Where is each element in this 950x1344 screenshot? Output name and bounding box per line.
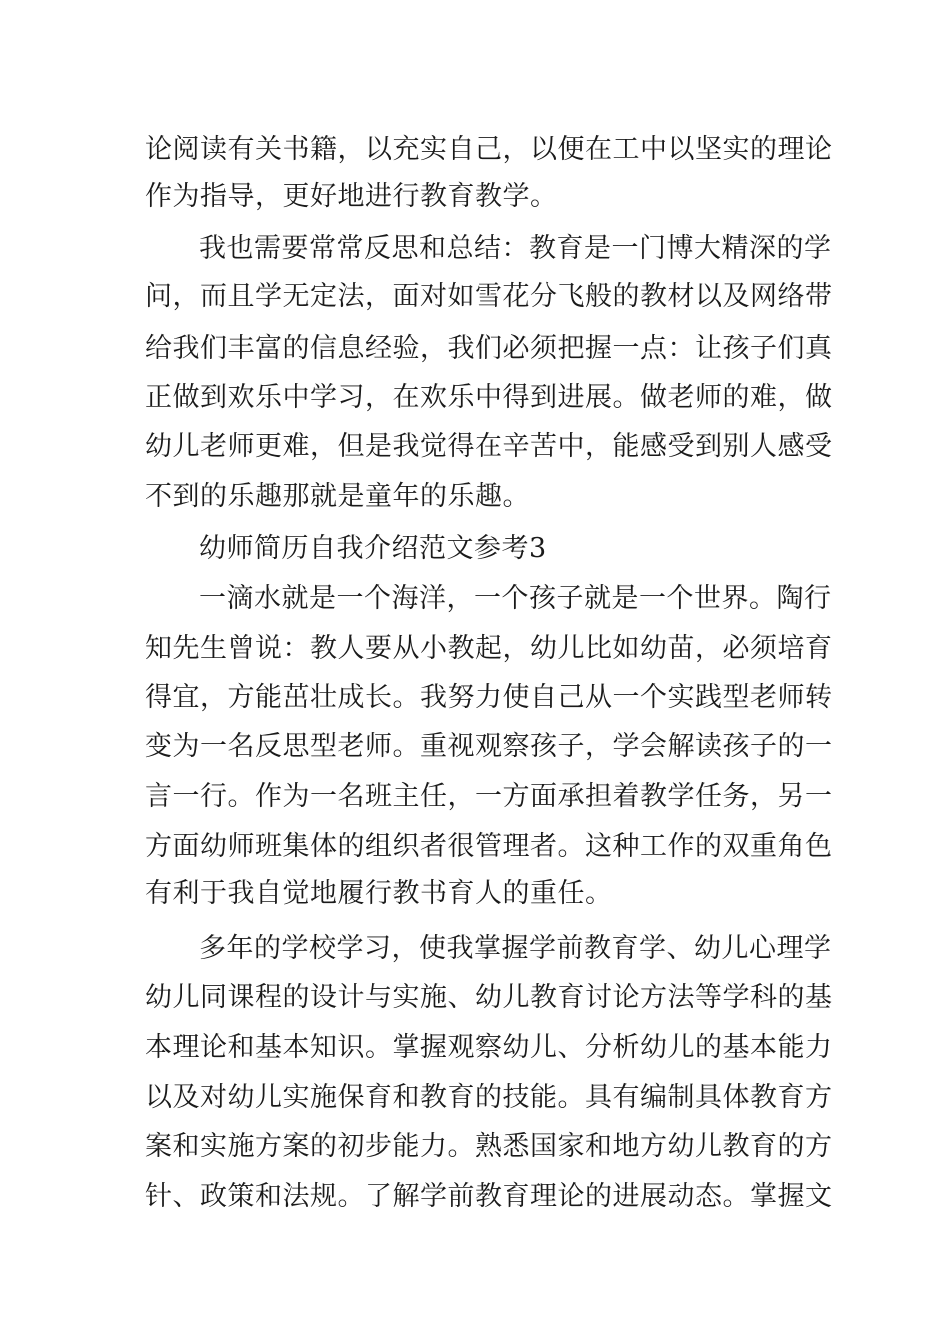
body-text-line: 论阅读有关书籍，以充实自己，以便在工中以坚实的理论: [145, 134, 833, 165]
body-text-line: 不到的乐趣那就是童年的乐趣。: [145, 481, 530, 512]
body-text-line: 言一行。作为一名班主任，一方面承担着教学任务，另一: [145, 781, 833, 812]
body-text-line: 以及对幼儿实施保育和教育的技能。具有编制具体教育方: [145, 1082, 833, 1113]
body-text-line: 知先生曾说：教人要从小教起，幼儿比如幼苗，必须培育: [145, 633, 833, 664]
body-text-line: 问，而且学无定法，面对如雪花分飞般的教材以及网络带: [145, 281, 833, 312]
section-heading: 幼师简历自我介绍范文参考3: [199, 533, 547, 564]
body-text-line: 作为指导，更好地进行教育教学。: [145, 181, 558, 212]
body-text-line: 给我们丰富的信息经验，我们必须把握一点：让孩子们真: [145, 333, 833, 364]
body-text-line: 得宜，方能茁壮成长。我努力使自己从一个实践型老师转: [145, 682, 833, 713]
body-text-line: 我也需要常常反思和总结：教育是一门博大精深的学: [199, 233, 832, 264]
body-text-line: 正做到欢乐中学习，在欢乐中得到进展。做老师的难，做: [145, 382, 833, 413]
body-text-line: 案和实施方案的初步能力。熟悉国家和地方幼儿教育的方: [145, 1131, 833, 1162]
body-text-line: 变为一名反思型老师。重视观察孩子，学会解读孩子的一: [145, 731, 833, 762]
body-text-line: 一滴水就是一个海洋，一个孩子就是一个世界。陶行: [199, 583, 832, 614]
body-text-line: 幼儿同课程的设计与实施、幼儿教育讨论方法等学科的基: [145, 982, 833, 1013]
body-text-line: 针、政策和法规。了解学前教育理论的进展动态。掌握文: [145, 1181, 833, 1212]
body-text-line: 方面幼师班集体的组织者很管理者。这种工作的双重角色: [145, 831, 833, 862]
body-text-line: 本理论和基本知识。掌握观察幼儿、分析幼儿的基本能力: [145, 1032, 833, 1063]
body-text-line: 有利于我自觉地履行教书育人的重任。: [145, 878, 613, 909]
body-text-line: 多年的学校学习，使我掌握学前教育学、幼儿心理学: [199, 933, 832, 964]
body-text-line: 幼儿老师更难，但是我觉得在辛苦中，能感受到别人感受: [145, 431, 833, 462]
